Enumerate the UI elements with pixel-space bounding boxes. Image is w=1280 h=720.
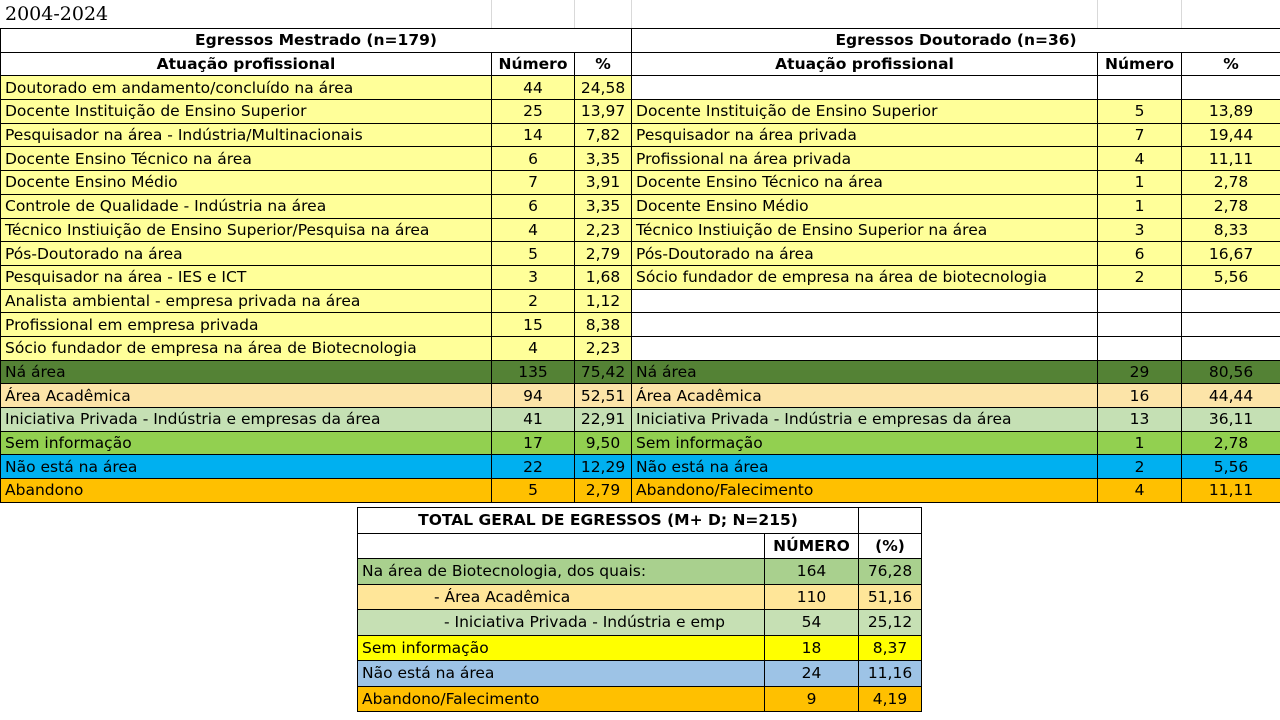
total-row-label: Sem informação xyxy=(358,635,765,661)
doutorado-summary-label: Sem informação xyxy=(632,431,1098,455)
doutorado-summary-percent: 11,11 xyxy=(1182,479,1280,503)
mestrado-row-percent: 24,58 xyxy=(575,76,632,100)
mestrado-row-number: 15 xyxy=(492,313,575,337)
mestrado-row-label: Pós-Doutorado na área xyxy=(1,242,492,266)
doutorado-summary-percent: 80,56 xyxy=(1182,360,1280,384)
table-row xyxy=(1,242,1280,266)
doutorado-row-label: Docente Ensino Médio xyxy=(632,194,1098,218)
summary-row xyxy=(1,431,1280,455)
doutorado-row-percent xyxy=(1182,313,1280,337)
doutorado-summary-number: 2 xyxy=(1098,455,1182,479)
total-row-percent: 8,37 xyxy=(859,635,922,661)
doutorado-row-label: Técnico Instiuição de Ensino Superior na área xyxy=(632,218,1098,242)
mestrado-summary-number: 135 xyxy=(492,360,575,384)
mestrado-summary-percent: 52,51 xyxy=(575,384,632,408)
doutorado-header-percent: % xyxy=(1182,52,1280,76)
total-header-numero: NÚMERO xyxy=(765,533,859,559)
mestrado-row-percent: 1,68 xyxy=(575,265,632,289)
total-row-percent: 76,28 xyxy=(859,559,922,585)
doutorado-row-label xyxy=(632,336,1098,360)
year-range-title: 2004-2024 xyxy=(5,3,109,25)
doutorado-row-number: 6 xyxy=(1098,242,1182,266)
total-row-label: Na área de Biotecnologia, dos quais: xyxy=(358,559,765,585)
total-row-number: 164 xyxy=(765,559,859,585)
doutorado-row-label xyxy=(632,76,1098,100)
mestrado-row-number: 4 xyxy=(492,336,575,360)
mestrado-header-atuacao: Atuação profissional xyxy=(1,52,492,76)
mestrado-row-percent: 3,91 xyxy=(575,171,632,195)
doutorado-row-percent: 5,56 xyxy=(1182,265,1280,289)
table-row xyxy=(1,336,1280,360)
egressos-table xyxy=(0,28,1280,503)
header-row xyxy=(1,52,1280,76)
mestrado-row-label: Pesquisador na área - IES e ICT xyxy=(1,265,492,289)
mestrado-row-number: 2 xyxy=(492,289,575,313)
doutorado-row-label: Docente Ensino Técnico na área xyxy=(632,171,1098,195)
mestrado-row-label: Docente Ensino Técnico na área xyxy=(1,147,492,171)
summary-row xyxy=(1,408,1280,432)
doutorado-summary-number: 13 xyxy=(1098,408,1182,432)
mestrado-summary-number: 5 xyxy=(492,479,575,503)
doutorado-row-percent: 8,33 xyxy=(1182,218,1280,242)
grid-line xyxy=(574,0,575,28)
mestrado-row-label: Analista ambiental - empresa privada na área xyxy=(1,289,492,313)
mestrado-row-percent: 7,82 xyxy=(575,123,632,147)
doutorado-row-label: Profissional na área privada xyxy=(632,147,1098,171)
table-row xyxy=(1,218,1280,242)
doutorado-summary-number: 1 xyxy=(1098,431,1182,455)
total-row-percent: 25,12 xyxy=(859,610,922,636)
doutorado-summary-label: Iniciativa Privada - Indústria e empresas da área xyxy=(632,408,1098,432)
summary-row xyxy=(1,360,1280,384)
mestrado-header-numero: Número xyxy=(492,52,575,76)
mestrado-row-label: Docente Ensino Médio xyxy=(1,171,492,195)
mestrado-summary-label: Abandono xyxy=(1,479,492,503)
doutorado-row-label xyxy=(632,289,1098,313)
total-header-row xyxy=(358,533,922,559)
doutorado-row-percent xyxy=(1182,76,1280,100)
doutorado-summary-number: 16 xyxy=(1098,384,1182,408)
mestrado-row-percent: 3,35 xyxy=(575,194,632,218)
doutorado-summary-label: Ná área xyxy=(632,360,1098,384)
total-row-label: Não está na área xyxy=(358,661,765,687)
table-row xyxy=(1,147,1280,171)
doutorado-row-number: 1 xyxy=(1098,171,1182,195)
total-row xyxy=(358,686,922,712)
mestrado-summary-number: 22 xyxy=(492,455,575,479)
total-title: TOTAL GERAL DE EGRESSOS (M+ D; N=215) xyxy=(358,508,859,534)
total-row-number: 110 xyxy=(765,584,859,610)
mestrado-row-percent: 13,97 xyxy=(575,100,632,124)
table-row xyxy=(1,289,1280,313)
table-row xyxy=(1,76,1280,100)
doutorado-title: Egressos Doutorado (n=36) xyxy=(632,29,1280,53)
doutorado-row-label: Pesquisador na área privada xyxy=(632,123,1098,147)
total-row-number: 54 xyxy=(765,610,859,636)
total-table xyxy=(357,507,922,712)
doutorado-row-percent: 13,89 xyxy=(1182,100,1280,124)
mestrado-row-label: Profissional em empresa privada xyxy=(1,313,492,337)
mestrado-row-label: Sócio fundador de empresa na área de Biotecnologia xyxy=(1,336,492,360)
mestrado-summary-percent: 2,79 xyxy=(575,479,632,503)
section-title-row xyxy=(1,29,1280,53)
mestrado-summary-percent: 22,91 xyxy=(575,408,632,432)
doutorado-summary-percent: 2,78 xyxy=(1182,431,1280,455)
mestrado-summary-label: Não está na área xyxy=(1,455,492,479)
doutorado-row-number: 5 xyxy=(1098,100,1182,124)
total-row-percent: 11,16 xyxy=(859,661,922,687)
doutorado-summary-percent: 36,11 xyxy=(1182,408,1280,432)
total-row-number: 24 xyxy=(765,661,859,687)
summary-row xyxy=(1,479,1280,503)
mestrado-header-percent: % xyxy=(575,52,632,76)
mestrado-row-number: 6 xyxy=(492,194,575,218)
mestrado-title: Egressos Mestrado (n=179) xyxy=(1,29,632,53)
mestrado-row-percent: 8,38 xyxy=(575,313,632,337)
doutorado-summary-label: Abandono/Falecimento xyxy=(632,479,1098,503)
mestrado-row-number: 44 xyxy=(492,76,575,100)
doutorado-row-percent: 2,78 xyxy=(1182,171,1280,195)
mestrado-row-number: 14 xyxy=(492,123,575,147)
total-header-blank xyxy=(358,533,765,559)
mestrado-row-number: 7 xyxy=(492,171,575,195)
doutorado-row-percent xyxy=(1182,336,1280,360)
doutorado-row-number xyxy=(1098,289,1182,313)
mestrado-row-percent: 2,79 xyxy=(575,242,632,266)
doutorado-summary-number: 29 xyxy=(1098,360,1182,384)
doutorado-row-percent xyxy=(1182,289,1280,313)
total-row-number: 18 xyxy=(765,635,859,661)
mestrado-row-percent: 2,23 xyxy=(575,336,632,360)
doutorado-row-percent: 2,78 xyxy=(1182,194,1280,218)
table-row xyxy=(1,100,1280,124)
mestrado-row-percent: 3,35 xyxy=(575,147,632,171)
mestrado-row-number: 25 xyxy=(492,100,575,124)
total-title-row xyxy=(358,508,922,534)
summary-row xyxy=(1,455,1280,479)
mestrado-row-percent: 1,12 xyxy=(575,289,632,313)
mestrado-row-number: 6 xyxy=(492,147,575,171)
grid-line xyxy=(491,0,492,28)
total-row xyxy=(358,584,922,610)
total-row-percent: 51,16 xyxy=(859,584,922,610)
total-header-percent: (%) xyxy=(859,533,922,559)
table-row xyxy=(1,171,1280,195)
mestrado-row-number: 3 xyxy=(492,265,575,289)
total-row-percent: 4,19 xyxy=(859,686,922,712)
table-row xyxy=(1,265,1280,289)
mestrado-summary-percent: 9,50 xyxy=(575,431,632,455)
mestrado-row-label: Técnico Instiuição de Ensino Superior/Pesquisa na área xyxy=(1,218,492,242)
doutorado-summary-percent: 44,44 xyxy=(1182,384,1280,408)
doutorado-row-percent: 19,44 xyxy=(1182,123,1280,147)
grid-line xyxy=(1181,0,1182,28)
mestrado-summary-label: Sem informação xyxy=(1,431,492,455)
mestrado-row-label: Controle de Qualidade - Indústria na área xyxy=(1,194,492,218)
total-row-label: - Área Acadêmica xyxy=(358,584,765,610)
mestrado-summary-percent: 12,29 xyxy=(575,455,632,479)
mestrado-row-number: 5 xyxy=(492,242,575,266)
doutorado-summary-label: Não está na área xyxy=(632,455,1098,479)
total-title-blank xyxy=(859,508,922,534)
mestrado-summary-number: 17 xyxy=(492,431,575,455)
doutorado-header-numero: Número xyxy=(1098,52,1182,76)
mestrado-summary-label: Área Acadêmica xyxy=(1,384,492,408)
doutorado-row-number: 1 xyxy=(1098,194,1182,218)
doutorado-row-number: 2 xyxy=(1098,265,1182,289)
doutorado-row-percent: 16,67 xyxy=(1182,242,1280,266)
sheet-top-row xyxy=(0,0,1280,28)
total-row xyxy=(358,559,922,585)
doutorado-row-number: 4 xyxy=(1098,147,1182,171)
doutorado-summary-number: 4 xyxy=(1098,479,1182,503)
total-row xyxy=(358,610,922,636)
doutorado-row-label: Sócio fundador de empresa na área de biotecnologia xyxy=(632,265,1098,289)
total-row xyxy=(358,661,922,687)
doutorado-row-number xyxy=(1098,336,1182,360)
mestrado-row-number: 4 xyxy=(492,218,575,242)
mestrado-summary-number: 94 xyxy=(492,384,575,408)
total-row-label: Abandono/Falecimento xyxy=(358,686,765,712)
doutorado-row-percent: 11,11 xyxy=(1182,147,1280,171)
mestrado-summary-number: 41 xyxy=(492,408,575,432)
total-row-label: - Iniciativa Privada - Indústria e emp xyxy=(358,610,765,636)
doutorado-header-atuacao: Atuação profissional xyxy=(632,52,1098,76)
doutorado-row-label: Pós-Doutorado na área xyxy=(632,242,1098,266)
doutorado-row-number xyxy=(1098,76,1182,100)
mestrado-row-label: Docente Instituição de Ensino Superior xyxy=(1,100,492,124)
table-row xyxy=(1,313,1280,337)
mestrado-summary-label: Ná área xyxy=(1,360,492,384)
doutorado-row-label xyxy=(632,313,1098,337)
doutorado-row-number xyxy=(1098,313,1182,337)
table-row xyxy=(1,194,1280,218)
mestrado-summary-percent: 75,42 xyxy=(575,360,632,384)
mestrado-row-label: Doutorado em andamento/concluído na área xyxy=(1,76,492,100)
doutorado-row-label: Docente Instituição de Ensino Superior xyxy=(632,100,1098,124)
mestrado-row-percent: 2,23 xyxy=(575,218,632,242)
total-row-number: 9 xyxy=(765,686,859,712)
mestrado-summary-label: Iniciativa Privada - Indústria e empresas da área xyxy=(1,408,492,432)
grid-line xyxy=(1097,0,1098,28)
doutorado-row-number: 3 xyxy=(1098,218,1182,242)
table-row xyxy=(1,123,1280,147)
doutorado-summary-label: Área Acadêmica xyxy=(632,384,1098,408)
doutorado-summary-percent: 5,56 xyxy=(1182,455,1280,479)
doutorado-row-number: 7 xyxy=(1098,123,1182,147)
summary-row xyxy=(1,384,1280,408)
mestrado-row-label: Pesquisador na área - Indústria/Multinacionais xyxy=(1,123,492,147)
grid-line xyxy=(631,0,632,28)
total-row xyxy=(358,635,922,661)
